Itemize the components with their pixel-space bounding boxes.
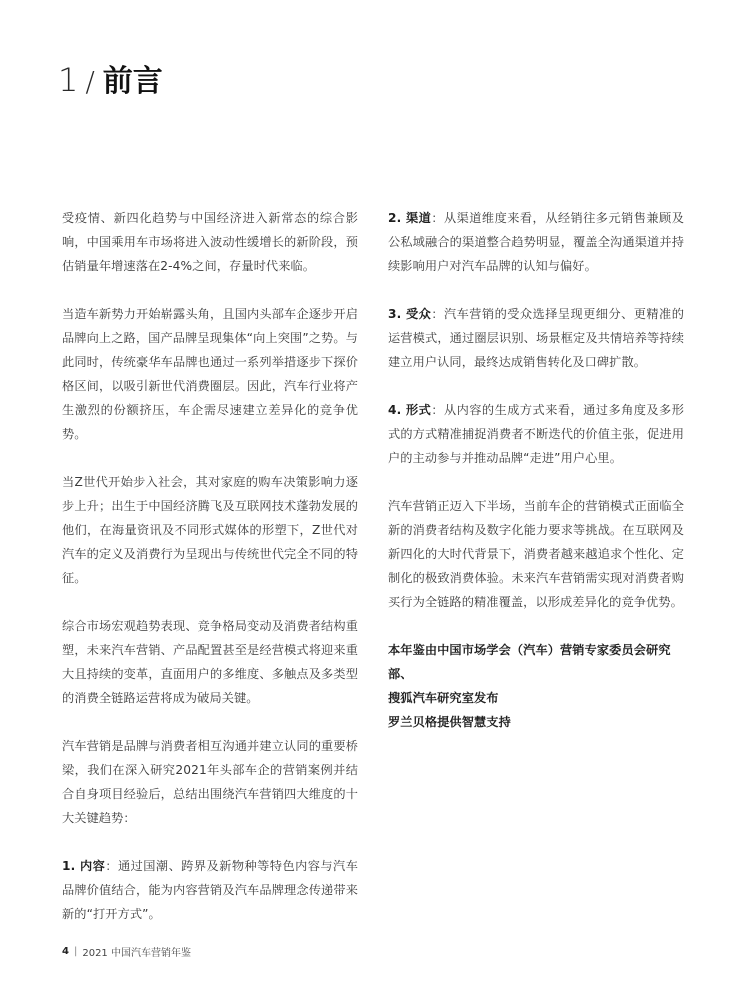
chapter-number: 1	[58, 61, 80, 99]
paragraph-outro: 汽车营销正迈入下半场，当前车企的营销模式正面临全新的消费者结构及数字化能力要求等挑战。在互联网及新四化的大时代背景下，消费者越来越追求个性化、定制化的极致消费体验。未来汽车营销需实现对消费者购买行为全链路的精准覆盖，以形成差异化的竞争优势。	[388, 499, 684, 609]
trend-item-content	[62, 854, 358, 926]
trend-item-lead: 1. 内容	[62, 859, 106, 873]
trend-item-lead: 4. 形式	[388, 403, 432, 417]
trend-item-text: ：通过国潮、跨界及新物种等特色内容与汽车品牌价值结合，能为内容营销及汽车品牌理念传递带来新的“打开方式”。	[62, 859, 359, 921]
trend-item-audience	[388, 302, 684, 374]
trend-item-text: ：汽车营销的受众选择呈现更细分、更精准的运营模式，通过圈层识别、场景框定及共情培养等持续建立用户认同，最终达成销售转化及口碑扩散。	[388, 307, 685, 369]
trend-item-lead: 3. 受众	[388, 307, 432, 321]
credit-line: 本年鉴由中国市场学会（汽车）营销专家委员会研究部、	[388, 643, 671, 681]
page-number: 4	[62, 946, 69, 957]
paragraph-intro: 受疫情、新四化趋势与中国经济进入新常态的综合影响，中国乘用车市场将进入波动性缓增长的新阶段，预估销量年增速落在2-4%之间，存量时代来临。	[62, 211, 358, 273]
publisher-credits	[388, 638, 684, 734]
credit-line: 搜狐汽车研究室发布	[388, 691, 499, 705]
left-column	[62, 206, 358, 950]
right-column	[388, 206, 684, 734]
paragraph-transformation: 综合市场宏观趋势表现、竞争格局变动及消费者结构重塑，未来汽车营销、产品配置甚至是经营模式将迎来重大且持续的变革，直面用户的多维度、多触点及多类型的消费全链路运营将成为破局关键。	[62, 619, 358, 705]
publication-title: 2021 中国汽车营销年鉴	[82, 948, 191, 959]
paragraph-new-forces: 当造车新势力开始崭露头角，且国内头部车企逐步开启品牌向上之路，国产品牌呈现集体“向上突围”之势。与此同时，传统豪华车品牌也通过一系列举措逐步下探价格区间，以吸引新世代消费圈层。因此，汽车行业将产生激烈的份额挤压，车企需尽速建立差异化的竞争优势。	[62, 307, 358, 441]
trend-item-lead: 2. 渠道	[388, 211, 432, 225]
title-separator: /	[85, 65, 95, 98]
chapter-title: 前言	[102, 64, 163, 99]
credit-line: 罗兰贝格提供智慧支持	[388, 715, 511, 729]
page-title	[58, 56, 163, 100]
page-footer	[62, 944, 191, 959]
trend-item-channel	[388, 206, 684, 278]
paragraph-gen-z: 当Z世代开始步入社会，其对家庭的购车决策影响力逐步上升；出生于中国经济腾飞及互联网技术蓬勃发展的他们，在海量资讯及不同形式媒体的形塑下，Z世代对汽车的定义及消费行为呈现出与传统世代完全不同的特征。	[62, 475, 358, 585]
paragraph-trends-summary: 汽车营销是品牌与消费者相互沟通并建立认同的重要桥梁，我们在深入研究2021年头部车企的营销案例并结合自身项目经验后，总结出围绕汽车营销四大维度的十大关键趋势：	[62, 739, 358, 825]
trend-item-text: ：从内容的生成方式来看，通过多角度及多形式的方式精准捕捉消费者不断迭代的价值主张，促进用户的主动参与并推动品牌“走进”用户心里。	[388, 403, 685, 465]
footer-separator: |	[73, 946, 78, 957]
trend-item-form	[388, 398, 684, 470]
trend-item-text: ：从渠道维度来看，从经销往多元销售兼顾及公私域融合的渠道整合趋势明显，覆盖全沟通渠道并持续影响用户对汽车品牌的认知与偏好。	[388, 211, 685, 273]
